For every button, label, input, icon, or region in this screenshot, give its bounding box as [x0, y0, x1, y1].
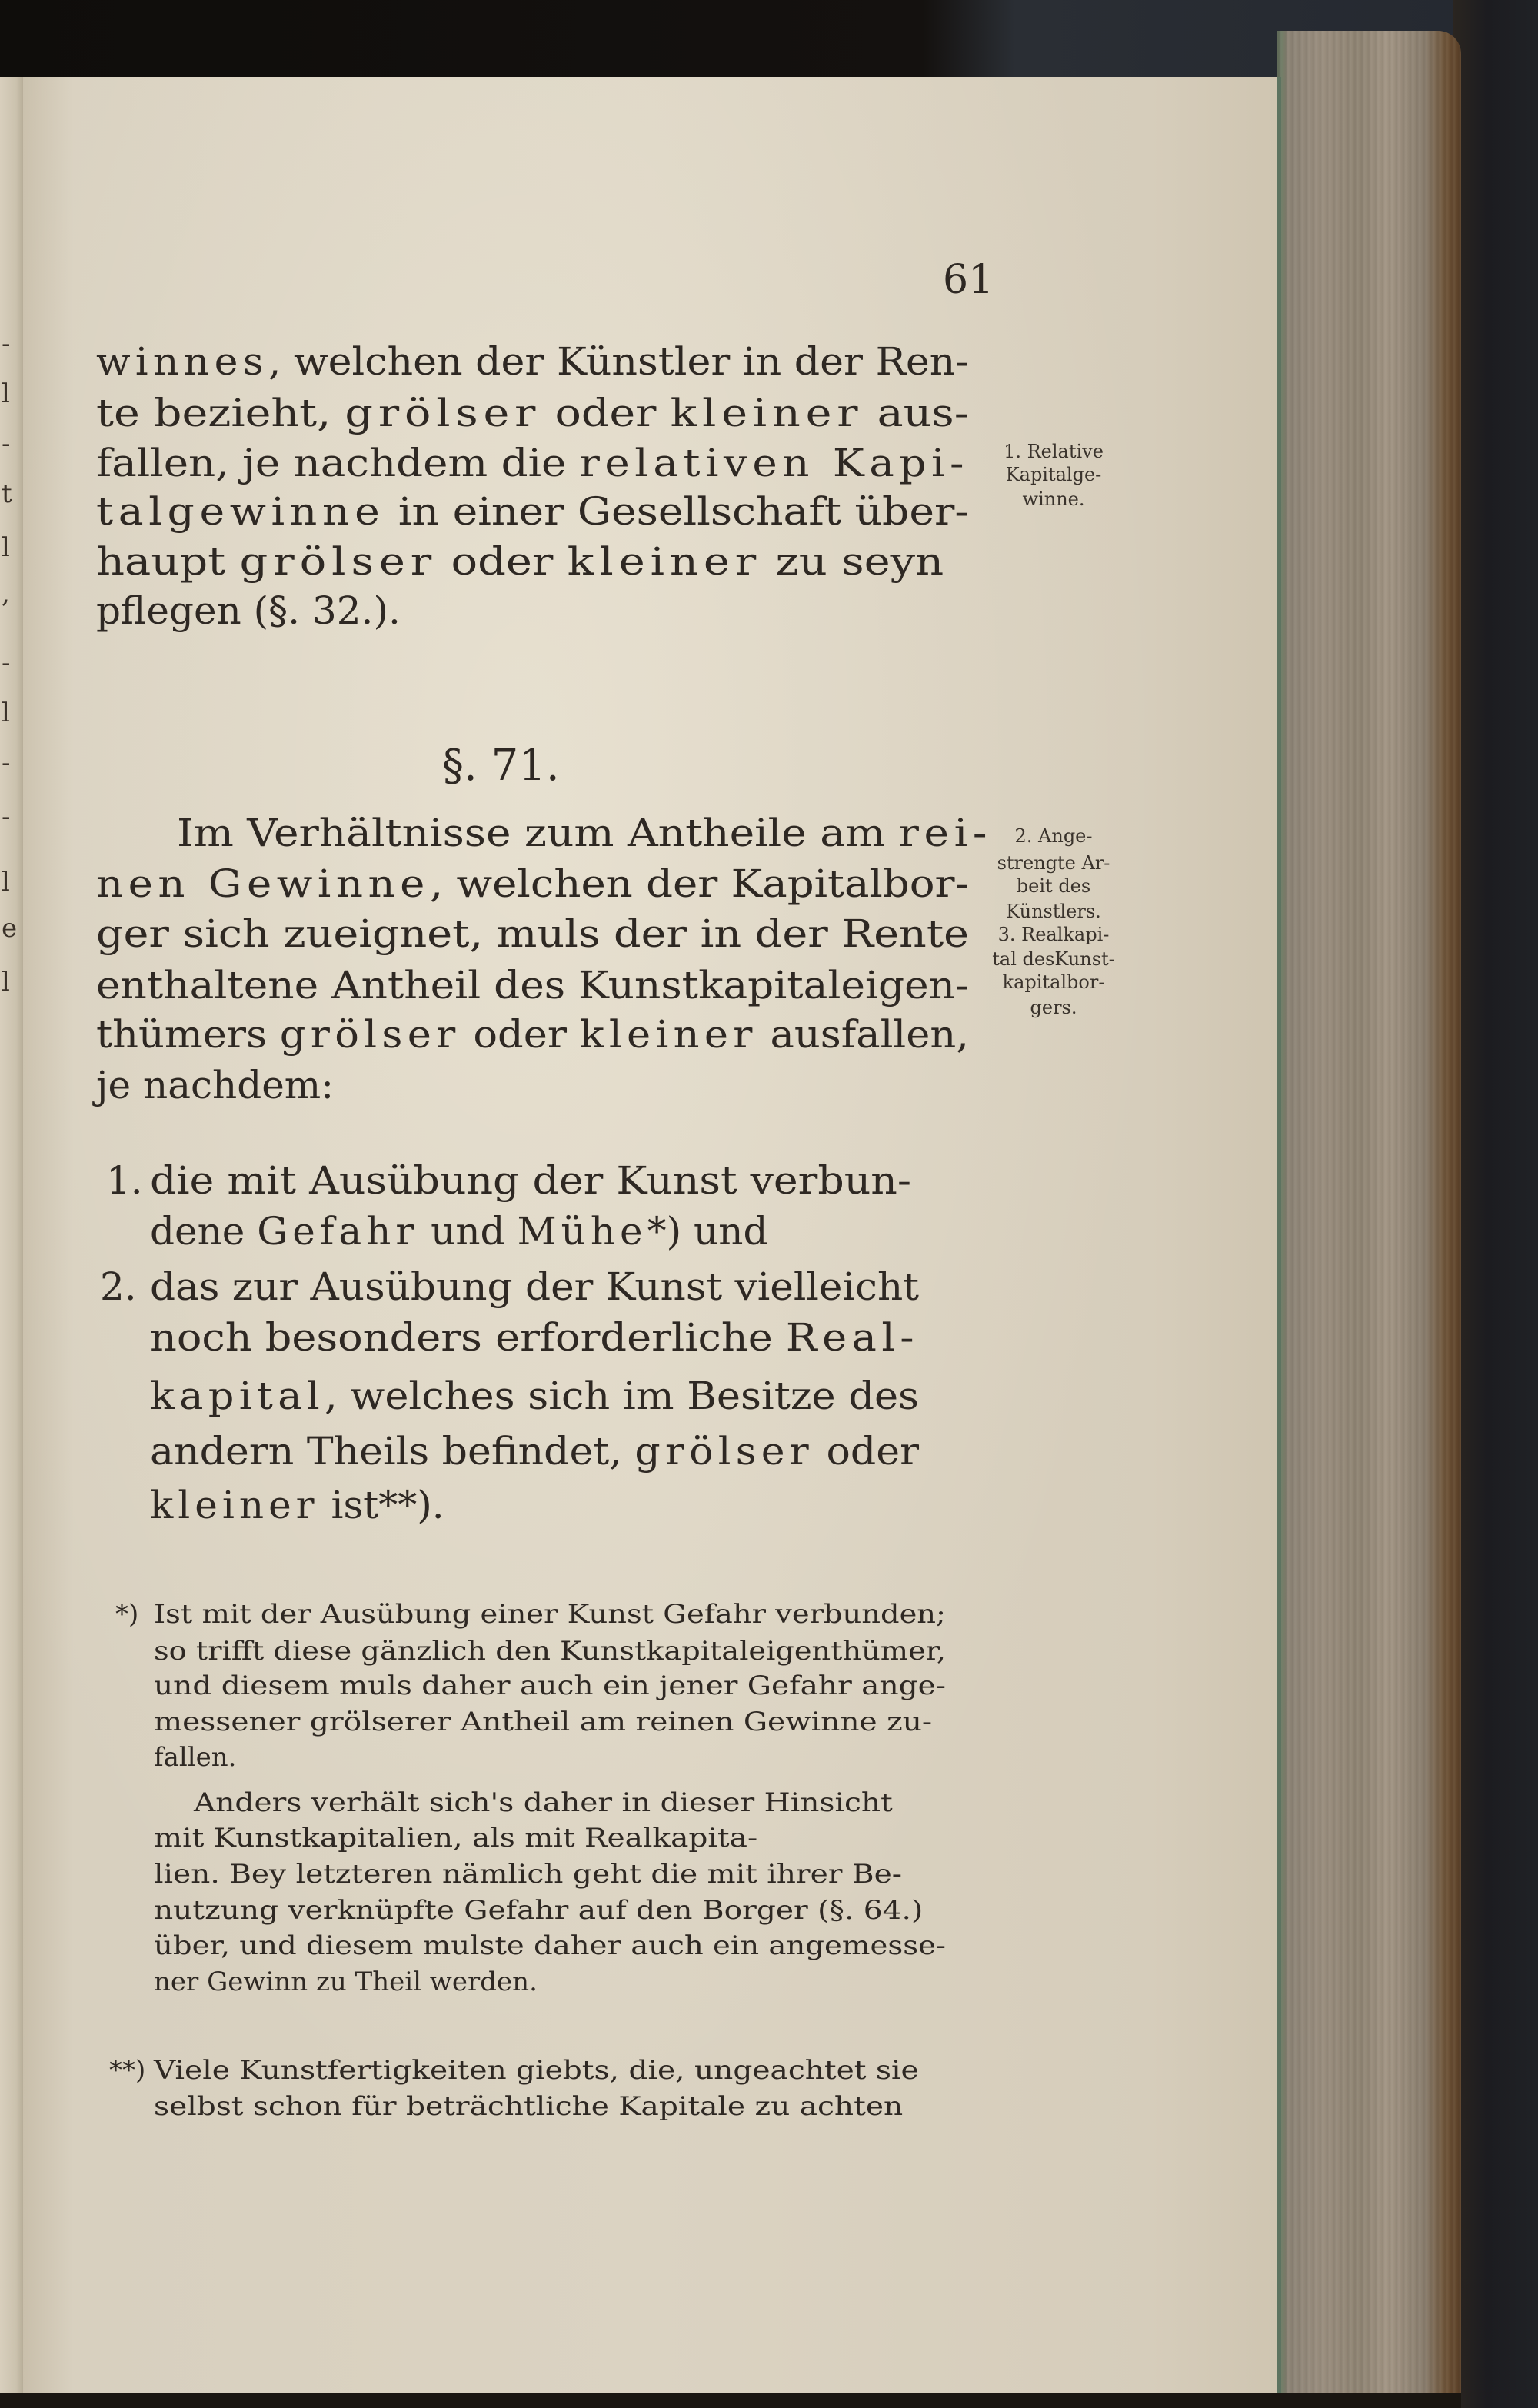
footnote-line: [154, 1859, 902, 1890]
body-line: [177, 811, 992, 855]
text-run: und diesem muls daher auch ein jener Gefahr ange-: [154, 1670, 946, 1701]
text-run: fallen.: [154, 1742, 237, 1773]
list-line: [150, 1209, 768, 1254]
footnote-line: [154, 1599, 946, 1630]
emphasized-text: kleiner: [567, 539, 762, 584]
list-number: 1.: [106, 1158, 143, 1203]
list-line: [150, 1315, 919, 1360]
body-line: [96, 963, 969, 1007]
facing-page-fragment: t: [2, 478, 12, 509]
text-run: fallen, je nachdem die: [96, 441, 580, 485]
marginal-note-line: Kapitalge-: [1005, 464, 1102, 485]
footnote-line: [154, 1930, 946, 1961]
text-run: oder: [437, 539, 568, 584]
body-line: [96, 391, 969, 435]
body-line: [96, 1063, 335, 1107]
text-run: ist**).: [318, 1483, 444, 1527]
facing-page-fragment: -: [2, 648, 11, 678]
facing-page-fragment: l: [2, 532, 10, 563]
marginal-note-line: 3. Realkapi-: [997, 924, 1110, 945]
marginal-note-line: kapitalbor-: [1002, 971, 1105, 993]
list-line: [150, 1158, 911, 1203]
text-run: in einer Gesellschaft über-: [384, 489, 969, 534]
dark-background-bottom: [0, 2393, 1461, 2408]
body-line: [96, 539, 944, 584]
text-run: über, und diesem mulste daher auch ein angemesse-: [154, 1930, 946, 1961]
facing-page-fragment: -: [2, 748, 11, 778]
emphasized-text: talgewinne: [96, 489, 385, 534]
text-run: , welches sich im Besitze des: [324, 1374, 919, 1418]
text-run: *) und: [647, 1209, 768, 1254]
list-line: [150, 1483, 444, 1527]
footnote-line: [154, 2093, 903, 2120]
emphasized-text: Gefahr: [257, 1209, 419, 1254]
text-run: mit Kunstkapitalien, als mit Realkapita-: [154, 1823, 758, 1853]
facing-page-fragment: ,: [2, 578, 10, 609]
emphasized-text: grölser: [345, 391, 541, 435]
footnote-line: [154, 2055, 919, 2086]
emphasized-text: nen Gewinne: [96, 861, 430, 906]
marginal-note-line: winne.: [1022, 488, 1085, 510]
text-run: , welchen der Kapitalbor-: [429, 861, 969, 906]
text-run: Anders verhält sich's daher in dieser Hinsicht: [194, 1787, 893, 1818]
body-line: [96, 911, 969, 956]
marginal-note-line: Künstlers.: [1006, 901, 1101, 922]
text-run: die mit Ausübung der Kunst verbun-: [150, 1158, 911, 1203]
text-run: noch besonders erforderliche: [150, 1315, 786, 1360]
text-run: andern Theils befindet,: [150, 1429, 635, 1474]
text-run: oder: [460, 1012, 580, 1057]
footnote-mark: **): [109, 2055, 146, 2086]
text-run: nutzung verknüpfte Gefahr auf den Borger (§. 64.): [154, 1895, 924, 1926]
marginal-note-line: strengte Ar-: [997, 852, 1110, 874]
marginal-note-line: 2. Ange-: [1014, 825, 1093, 847]
marginal-note-line: beit des: [1016, 875, 1091, 897]
marginal-note-line: gers.: [1030, 997, 1077, 1018]
text-run: je nachdem:: [96, 1063, 335, 1107]
footnote-line: [154, 1825, 757, 1851]
body-line: [96, 441, 969, 485]
text-run: aus-: [863, 391, 969, 435]
text-run: und: [418, 1209, 518, 1254]
body-line: [96, 588, 401, 633]
footnote-line: [154, 1742, 237, 1773]
text-run: enthaltene Antheil des Kunstkapitaleigen-: [96, 963, 969, 1007]
emphasized-text: grölser: [239, 539, 438, 584]
text-run: ger sich zueignet, muls der in der Rente: [96, 911, 969, 956]
facing-page-fragment: -: [2, 328, 11, 359]
text-run: haupt: [96, 539, 240, 584]
footnote-line: [154, 1895, 924, 1926]
emphasized-text: winnes: [96, 339, 268, 384]
text-run: Im Verhältnisse zum Antheile am: [177, 811, 899, 855]
text-run: thümers: [96, 1012, 280, 1057]
emphasized-text: grölser: [634, 1429, 814, 1474]
text-run: messener grölserer Antheil am reinen Gewinne zu-: [154, 1707, 933, 1737]
footnote-line: [154, 1969, 538, 1995]
facing-page-fragment: l: [2, 867, 10, 898]
footnote-line: [154, 1670, 946, 1701]
emphasized-text: grölser: [279, 1012, 461, 1057]
text-run: das zur Ausübung der Kunst vielleicht: [150, 1264, 919, 1309]
facing-page-fragment: l: [2, 967, 10, 998]
book-page: [23, 77, 1281, 2393]
book-block-page-edges: [1277, 31, 1461, 2393]
text-run: pflegen (§. 32.).: [96, 588, 401, 633]
emphasized-text: kleiner: [670, 391, 864, 435]
facing-page-fragment: l: [2, 378, 10, 409]
facing-page-fragment: e: [2, 913, 18, 944]
text-run: Viele Kunstfertigkeiten giebts, die, ungeachtet sie: [154, 2055, 919, 2086]
list-line: [150, 1429, 919, 1474]
text-run: oder: [541, 391, 671, 435]
body-line: [96, 1012, 969, 1057]
emphasized-text: kleiner: [579, 1012, 757, 1057]
section-heading: §. 71.: [442, 741, 560, 791]
text-run: Ist mit der Ausübung einer Kunst Gefahr verbunden;: [154, 1599, 946, 1630]
emphasized-text: Real-: [785, 1315, 919, 1360]
emphasized-text: rei-: [898, 811, 992, 855]
text-run: , welchen der Künstler in der Ren-: [268, 339, 969, 384]
footnote-line: [194, 1787, 893, 1818]
list-line: [150, 1374, 919, 1418]
list-line: [150, 1264, 919, 1309]
list-number: 2.: [100, 1264, 137, 1309]
body-line: [96, 489, 969, 534]
footnote-line: [154, 1636, 946, 1667]
text-run: lien. Bey letzteren nämlich geht die mit ihrer Be-: [154, 1859, 902, 1890]
dark-background-right: [1453, 0, 1538, 2408]
text-run: zu seyn: [761, 539, 944, 584]
marginal-note-line: 1. Relative: [1004, 441, 1104, 462]
facing-page-strip: [0, 77, 23, 2393]
facing-page-fragment: -: [2, 801, 11, 832]
emphasized-text: kapital: [150, 1374, 325, 1418]
text-run: te bezieht,: [96, 391, 345, 435]
emphasized-text: relativen Kapi-: [579, 441, 969, 485]
body-line: [96, 339, 969, 384]
text-run: oder: [813, 1429, 919, 1474]
footnote-mark: *): [115, 1599, 139, 1630]
emphasized-text: kleiner: [150, 1483, 319, 1527]
text-run: dene: [150, 1209, 258, 1254]
text-run: so trifft diese gänzlich den Kunstkapitaleigenthümer,: [154, 1636, 946, 1667]
marginal-note-line: tal desKunst-: [992, 948, 1115, 970]
facing-page-fragment: -: [2, 428, 11, 459]
footnote-line: [154, 1709, 932, 1735]
facing-page-fragment: l: [2, 698, 10, 728]
page-number: 61: [943, 257, 994, 303]
text-run: selbst schon für beträchtliche Kapitale zu achten: [154, 2091, 904, 2122]
text-run: ner Gewinn zu Theil werden.: [154, 1967, 538, 1997]
text-run: ausfallen,: [757, 1012, 969, 1057]
body-line: [96, 861, 969, 906]
emphasized-text: Mühe: [517, 1209, 647, 1254]
